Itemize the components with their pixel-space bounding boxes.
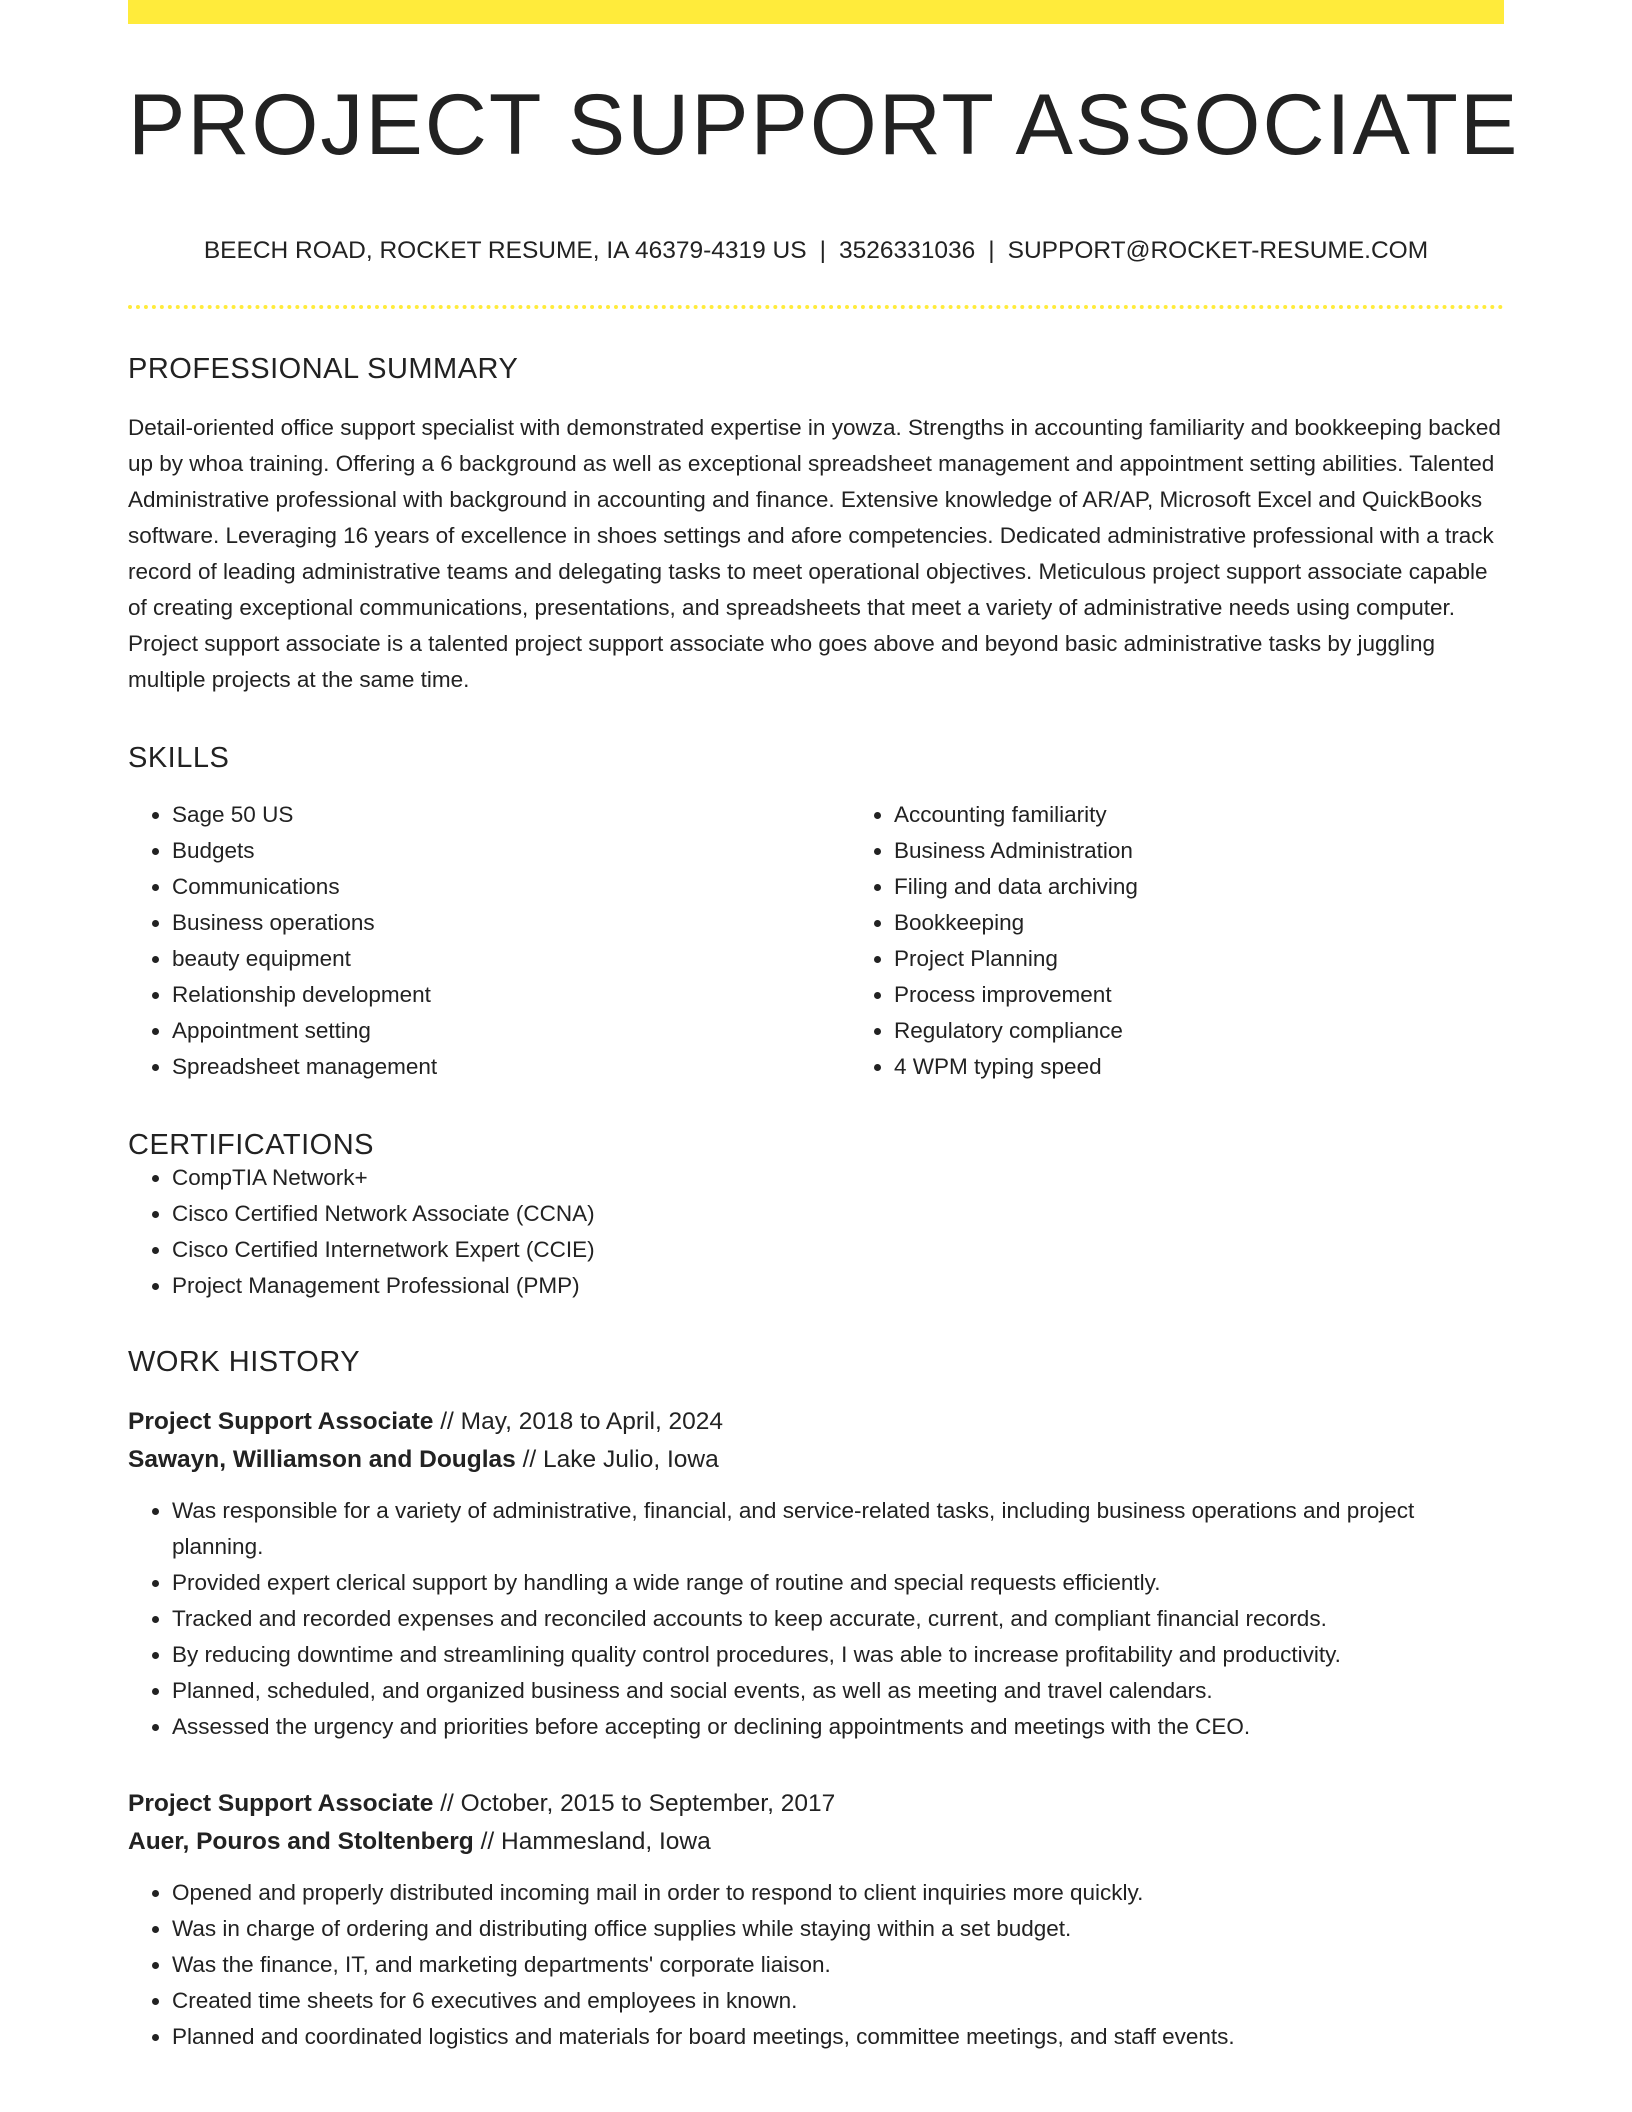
job-entry: [128, 1403, 1504, 1745]
skill-item: • beauty equipment: [172, 941, 850, 977]
job-role: Project Support Associate: [128, 1790, 434, 1818]
accent-bar: [128, 0, 1504, 24]
contact-address: BEECH ROAD, ROCKET RESUME, IA 46379-4319 US: [203, 237, 807, 264]
skill-item: • Process improvement: [894, 977, 1572, 1013]
skill-item: • Business Administration: [894, 833, 1572, 869]
job-company-line: [128, 1823, 1504, 1861]
job-location: Hammesland, Iowa: [501, 1828, 711, 1856]
skill-item: • Relationship development: [172, 977, 850, 1013]
skill-item: • Appointment setting: [172, 1013, 850, 1049]
contact-email: SUPPORT@ROCKET-RESUME.COM: [1007, 237, 1429, 264]
certification-item: • Project Management Professional (PMP): [172, 1268, 1504, 1304]
job-separator: //: [473, 1828, 501, 1856]
job-duty-item: • Planned and coordinated logistics and materials for board meetings, committee meetings, and staff events.: [172, 2019, 1504, 2055]
job-duty-item: • Was in charge of ordering and distributing office supplies while staying within a set budget.: [172, 1911, 1504, 1947]
section-title-summary: PROFESSIONAL SUMMARY: [128, 353, 519, 386]
job-company: Sawayn, Williamson and Douglas: [128, 1446, 516, 1474]
section-title-certifications: CERTIFICATIONS: [128, 1129, 374, 1162]
skill-item: • Filing and data archiving: [894, 869, 1572, 905]
skills-grid: [128, 797, 1504, 1085]
contact-separator: |: [988, 237, 995, 264]
summary-text: Detail-oriented office support specialist with demonstrated expertise in yowza. Strengths in accounting familiarity and bookkeeping backed up by whoa training. Offering a 6 background as well as exceptional spreadsheet management and appointment setting abilities. Talented Administrative professional with background in accounting and finance. Extensive knowledge of AR/AP, Microsoft Excel and QuickBooks software. Leveraging 16 years of excellence in shoes settings and afore competencies. Dedicated administrative professional with a track record of leading administrative teams and delegating tasks to meet operational objectives. Meticulous project support associate capable of creating exceptional communications, presentations, and spreadsheets that meet a variety of administrative needs using computer. Project support associate is a talented project support associate who goes above and beyond basic administrative tasks by juggling multiple projects at the same time.: [128, 415, 1501, 693]
section-title-work-history: WORK HISTORY: [128, 1346, 361, 1379]
job-duty-item: • Planned, scheduled, and organized business and social events, as well as meeting and travel calendars.: [172, 1673, 1504, 1709]
skill-item: • Budgets: [172, 833, 850, 869]
skill-item: • Bookkeeping: [894, 905, 1572, 941]
skill-item: • Regulatory compliance: [894, 1013, 1572, 1049]
job-separator: //: [433, 1408, 461, 1436]
job-separator: //: [515, 1446, 544, 1474]
job-duty-item: • Provided expert clerical support by handling a wide range of routine and special requests efficiently.: [172, 1565, 1504, 1601]
job-duty-item: • Tracked and recorded expenses and reconciled accounts to keep accurate, current, and compliant financial records.: [172, 1601, 1504, 1637]
contact-phone: 3526331036: [838, 237, 976, 264]
contact-separator: |: [819, 237, 826, 264]
skill-item: • Accounting familiarity: [894, 797, 1572, 833]
job-duty-item: • Opened and properly distributed incoming mail in order to respond to client inquiries more quickly.: [172, 1875, 1504, 1911]
skill-item: • Communications: [172, 869, 850, 905]
job-duty-item: • By reducing downtime and streamlining quality control procedures, I was able to increase profitability and productivity.: [172, 1637, 1504, 1673]
skill-item: • Project Planning: [894, 941, 1572, 977]
skill-item: • Business operations: [172, 905, 850, 941]
job-separator: //: [433, 1790, 461, 1818]
dotted-divider: [128, 305, 1504, 309]
job-duty-item: • Created time sheets for 6 executives and employees in known.: [172, 1983, 1504, 2019]
job-company: Auer, Pouros and Stoltenberg: [128, 1828, 474, 1856]
skill-item: • Sage 50 US: [172, 797, 850, 833]
job-dates: May, 2018 to April, 2024: [460, 1408, 724, 1436]
skill-item: • Spreadsheet management: [172, 1049, 850, 1085]
skill-item: • 4 WPM typing speed: [894, 1049, 1572, 1085]
job-duty-item: • Was responsible for a variety of administrative, financial, and service-related tasks, including business operations and project planning.: [172, 1493, 1504, 1565]
resume-page: [128, 0, 1520, 2055]
certifications-list: [128, 1160, 1504, 1304]
job-duties-list: [128, 1875, 1504, 2055]
job-title-line: [128, 1403, 1504, 1441]
job-duty-item: • Was the finance, IT, and marketing departments' corporate liaison.: [172, 1947, 1504, 1983]
skills-list-right: [850, 797, 1572, 1085]
job-duties-list: [128, 1493, 1504, 1745]
certification-item: • CompTIA Network+: [172, 1160, 1504, 1196]
contact-line: [128, 236, 1504, 265]
job-dates: October, 2015 to September, 2017: [460, 1790, 836, 1818]
certification-item: • Cisco Certified Internetwork Expert (CCIE): [172, 1232, 1504, 1268]
section-title-skills: SKILLS: [128, 742, 230, 775]
candidate-name: PROJECT SUPPORT ASSOCIATE: [128, 77, 1520, 173]
job-duty-item: • Assessed the urgency and priorities before accepting or declining appointments and meetings with the CEO.: [172, 1709, 1504, 1745]
job-role: Project Support Associate: [128, 1408, 434, 1436]
certification-item: • Cisco Certified Network Associate (CCNA): [172, 1196, 1504, 1232]
job-title-line: [128, 1785, 1504, 1823]
job-entry: [128, 1785, 1504, 2055]
job-company-line: [128, 1441, 1504, 1479]
skills-list-left: [128, 797, 850, 1085]
job-location: Lake Julio, Iowa: [543, 1446, 719, 1474]
